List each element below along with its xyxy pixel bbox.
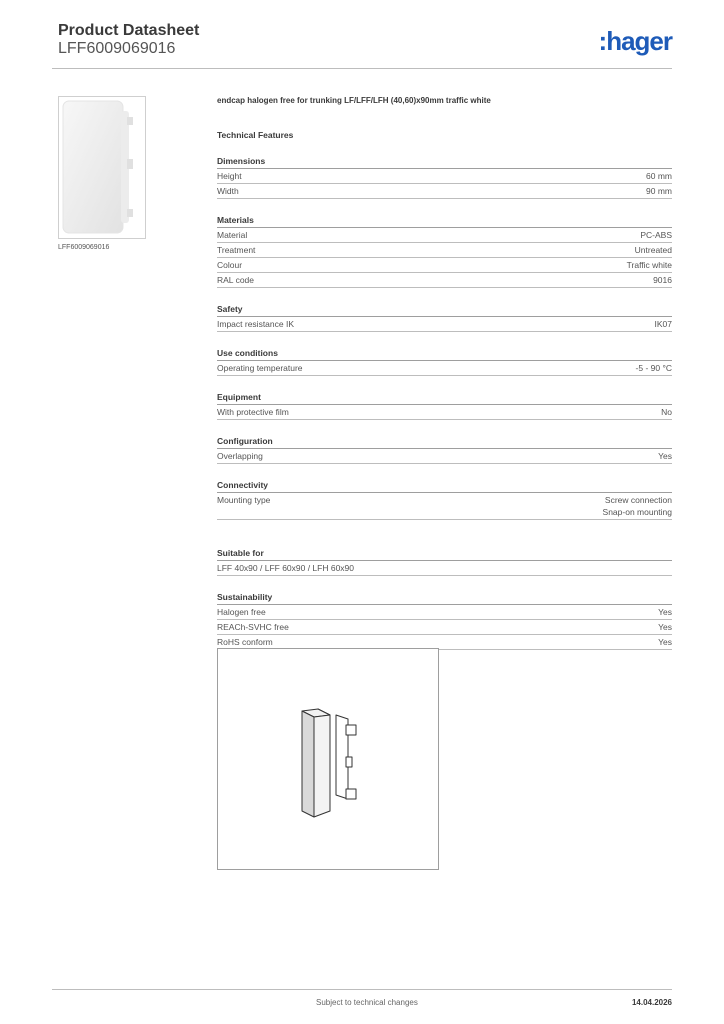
spec-row (217, 605, 672, 620)
section-connectivity (217, 480, 672, 520)
spec-value: IK07 (654, 319, 672, 329)
spec-label: RoHS conform (217, 637, 273, 647)
section-title: Use conditions (217, 348, 672, 361)
spec-row (217, 561, 672, 576)
section-title: Materials (217, 215, 672, 228)
section-materials (217, 215, 672, 288)
section-configuration (217, 436, 672, 464)
section-dimensions (217, 156, 672, 199)
section-equipment (217, 392, 672, 420)
spec-value: 9016 (653, 275, 672, 285)
spec-row (217, 228, 672, 243)
section-suitable-for (217, 548, 672, 576)
spec-row (217, 361, 672, 376)
spec-label: REACh-SVHC free (217, 622, 289, 632)
footer-divider (52, 989, 672, 990)
spec-label: Mounting type (217, 495, 271, 505)
spec-value: Yes (658, 637, 672, 647)
product-reference: LFF6009069016 (58, 40, 176, 57)
spec-value: 90 mm (646, 186, 672, 196)
section-title: Connectivity (217, 480, 672, 493)
spec-label: Height (217, 171, 242, 181)
section-title: Dimensions (217, 156, 672, 169)
spec-value: Yes (658, 622, 672, 632)
spec-label: Operating temperature (217, 363, 303, 373)
spec-row (217, 243, 672, 258)
spec-value: Yes (658, 607, 672, 617)
header-divider (52, 68, 672, 69)
section-title: Sustainability (217, 592, 672, 605)
section-title: Suitable for (217, 548, 672, 561)
spec-value-line: Snap-on mounting (602, 507, 672, 517)
spec-label: Halogen free (217, 607, 266, 617)
spec-value: Yes (658, 451, 672, 461)
footer-note: Subject to technical changes (316, 998, 418, 1007)
thumbnail-caption: LFF6009069016 (58, 244, 110, 251)
main-content (217, 96, 672, 684)
spec-value: PC-ABS (640, 230, 672, 240)
spec-value-line: Screw connection (604, 495, 672, 505)
spec-value (603, 494, 672, 518)
footer-date: 14.04.2026 (631, 998, 672, 1007)
spec-row (217, 317, 672, 332)
hager-logo: :hager (598, 26, 672, 56)
spec-value: Untreated (634, 245, 672, 255)
technical-features-heading: Technical Features (217, 130, 294, 140)
spec-row (217, 258, 672, 273)
section-title: Equipment (217, 392, 672, 405)
endcap-photo-icon (59, 97, 145, 238)
spec-label: Material (217, 230, 248, 240)
spec-label: Colour (217, 260, 243, 270)
page-header (58, 22, 672, 68)
spec-label: LFF 40x90 / LFF 60x90 / LFH 60x90 (217, 563, 355, 573)
spec-row (217, 449, 672, 464)
spec-row (217, 273, 672, 288)
product-drawing (217, 648, 439, 870)
spec-label: Treatment (217, 245, 256, 255)
endcap-drawing-icon (218, 649, 438, 869)
spec-row (217, 184, 672, 199)
spec-row (217, 405, 672, 420)
spec-label: Overlapping (217, 451, 263, 461)
section-title: Configuration (217, 436, 672, 449)
product-thumbnail (58, 96, 146, 239)
spec-value: 60 mm (646, 171, 672, 181)
spec-label: Width (217, 186, 239, 196)
spec-value: Traffic white (626, 260, 672, 270)
spec-value: No (661, 407, 672, 417)
section-use-conditions (217, 348, 672, 376)
section-title: Safety (217, 304, 672, 317)
product-description: endcap halogen free for trunking LF/LFF/LFH (40,60)x90mm traffic white (217, 96, 491, 105)
document-title: Product Datasheet (58, 22, 200, 39)
spec-value: -5 - 90 °C (635, 363, 672, 373)
spec-row (217, 169, 672, 184)
spec-row (217, 620, 672, 635)
spec-row (217, 493, 672, 520)
section-safety (217, 304, 672, 332)
section-sustainability (217, 592, 672, 650)
spec-label: With protective film (217, 407, 289, 417)
spec-label: RAL code (217, 275, 255, 285)
spec-label: Impact resistance IK (217, 319, 295, 329)
